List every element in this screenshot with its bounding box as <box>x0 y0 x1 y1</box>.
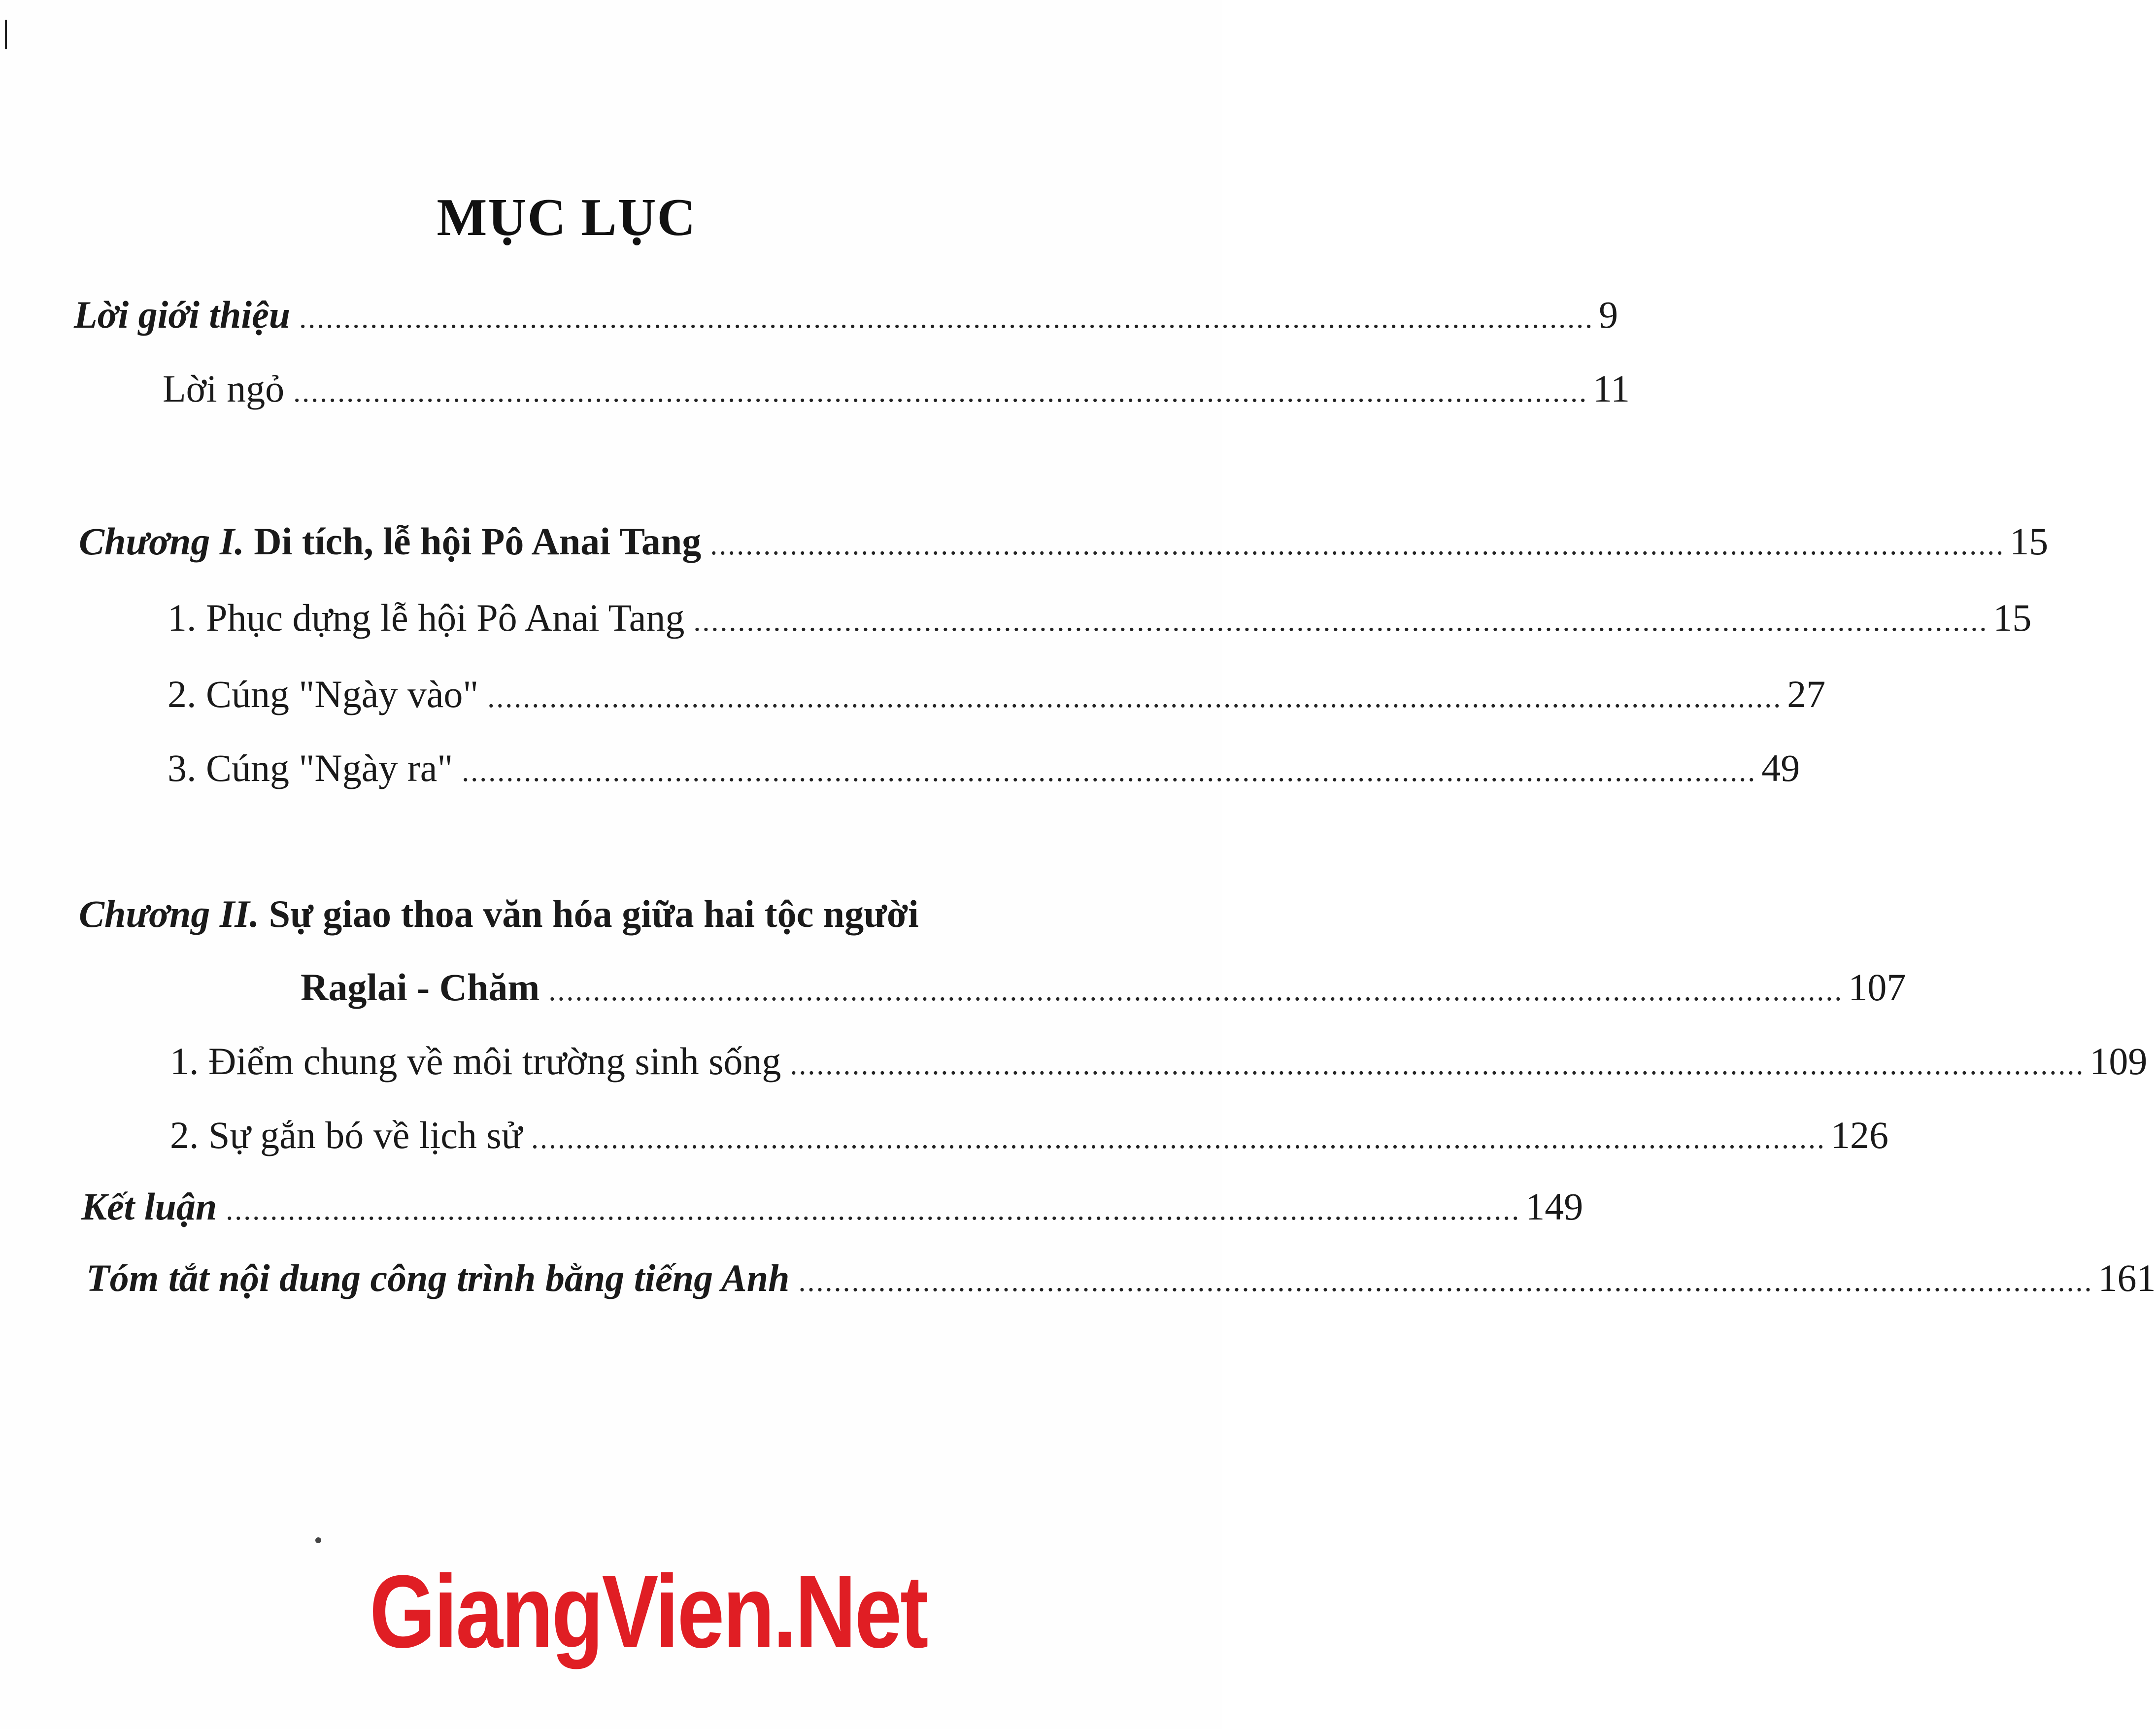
toc-page-number: 149 <box>1525 1185 1583 1228</box>
dot-leader: .................................................................................................................................................. <box>548 974 1844 1007</box>
toc-page-number: 161 <box>2098 1256 2156 1299</box>
scan-speck <box>315 1537 321 1543</box>
toc-page-number: 15 <box>1993 596 2032 639</box>
toc-entry-summary <box>86 1256 2156 1299</box>
toc-page-number: 11 <box>1593 367 1630 410</box>
toc-title: MỤC LỤC <box>437 188 697 247</box>
dot-leader: .................................................................................................................................................. <box>299 302 1594 334</box>
toc-entry-label: Kết luận <box>81 1185 217 1228</box>
toc-entry-label: Lời giới thiệu <box>74 293 291 336</box>
toc-page-number: 9 <box>1599 293 1618 336</box>
watermark-logo: GiangVien.Net <box>370 1554 927 1669</box>
toc-entry-foreword <box>163 367 1630 410</box>
dot-leader: .................................................................................................................................................. <box>693 605 1988 637</box>
toc-entry-label: 1. Phục dựng lễ hội Pô Anai Tang <box>168 596 685 639</box>
chapter-1-prefix: Chương I. <box>79 520 244 563</box>
toc-page-number: 126 <box>1831 1114 1888 1156</box>
toc-entry-label: 2. Sự gắn bó về lịch sử <box>170 1114 522 1156</box>
dot-leader: .................................................................................................................................................. <box>293 375 1588 408</box>
dot-leader: .................................................................................................................................................. <box>531 1122 1826 1154</box>
dot-leader: .................................................................................................................................................. <box>790 1048 2085 1081</box>
toc-entry-chapter-1 <box>79 520 2049 563</box>
toc-entry-label: 3. Cúng "Ngày ra" <box>168 746 453 789</box>
dot-leader: .................................................................................................................................................. <box>487 681 1783 713</box>
toc-entry-intro <box>74 293 1618 336</box>
toc-entry-label: Lời ngỏ <box>163 367 285 410</box>
chapter-2-title-line-1: Sự giao thoa văn hóa giữa hai tộc người <box>269 892 919 935</box>
toc-page-number: 109 <box>2089 1040 2148 1083</box>
toc-entry-chapter-1-item-1 <box>168 596 2032 639</box>
chapter-2-prefix: Chương II. <box>79 892 260 935</box>
toc-entry-label: Tóm tắt nội dung công trình bằng tiếng Anh <box>86 1256 790 1299</box>
chapter-2-title-line-2: Raglai - Chăm <box>301 966 540 1009</box>
toc-page-number: 49 <box>1761 746 1800 789</box>
dot-leader: .................................................................................................................................................. <box>226 1193 1521 1226</box>
dot-leader: .................................................................................................................................................. <box>710 528 2005 561</box>
chapter-2-heading <box>79 892 919 936</box>
toc-entry-chapter-2 <box>301 966 1906 1009</box>
dot-leader: .................................................................................................................................................. <box>462 755 1757 787</box>
dot-leader: .................................................................................................................................................. <box>798 1265 2093 1297</box>
toc-entry-conclusion <box>81 1185 1583 1228</box>
toc-entry-chapter-2-item-2 <box>170 1114 1888 1156</box>
chapter-1-heading <box>79 522 701 561</box>
toc-page-number: 27 <box>1787 673 1826 715</box>
toc-entry-chapter-2-item-1 <box>170 1040 2148 1083</box>
scan-edge-mark <box>5 20 7 49</box>
toc-entry-chapter-1-item-2 <box>168 673 1826 715</box>
toc-entry-chapter-1-item-3 <box>168 746 1800 789</box>
toc-page-number: 107 <box>1848 966 1906 1009</box>
toc-entry-label: 2. Cúng "Ngày vào" <box>168 673 479 715</box>
chapter-1-title: Di tích, lễ hội Pô Anai Tang <box>254 520 702 563</box>
toc-page-number: 15 <box>2010 520 2049 563</box>
toc-entry-label: 1. Điểm chung về môi trường sinh sống <box>170 1040 781 1083</box>
